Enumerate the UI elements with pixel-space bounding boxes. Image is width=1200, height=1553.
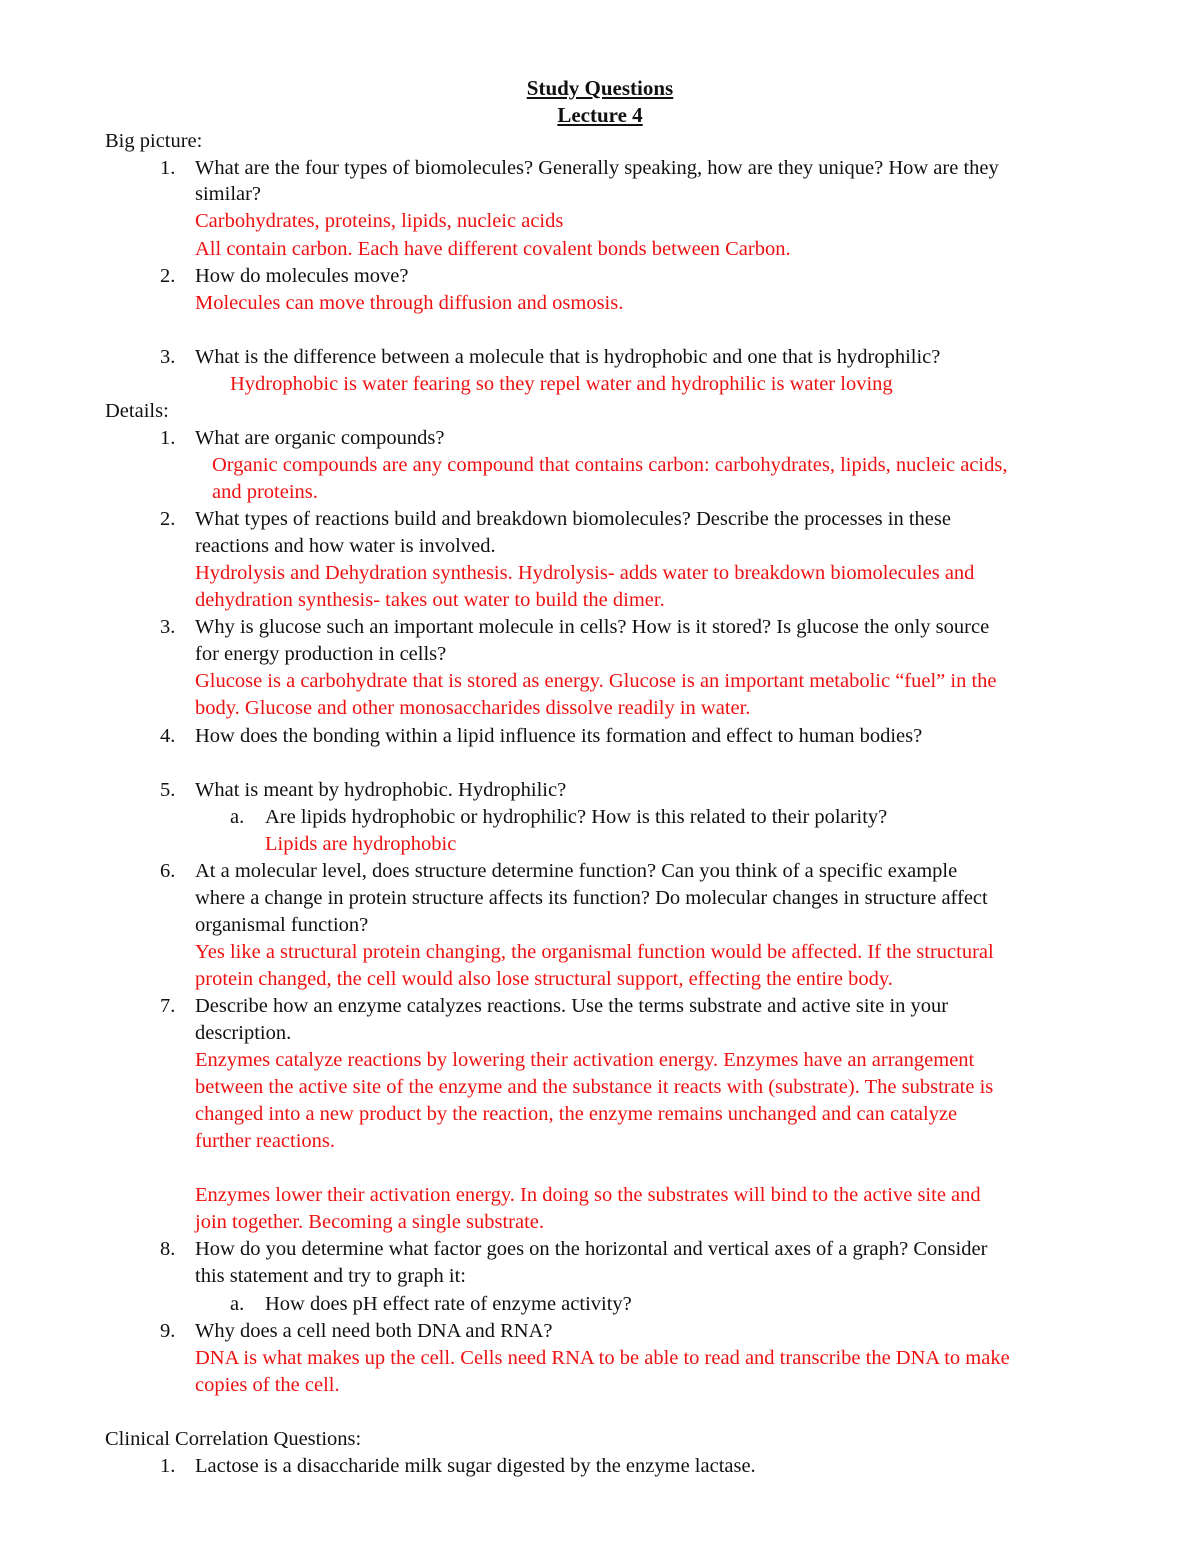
answer-text: All contain carbon. Each have different covalent bonds between Carbon. [195,238,791,260]
answer-text: Yes like a structural protein changing, the organismal function would be affected. If the structural [195,941,994,963]
section-heading-clinical: Clinical Correlation Questions: [105,1428,362,1450]
item-number: 2. [160,265,176,287]
item-number: 5. [160,779,176,801]
answer-text: further reactions. [195,1130,336,1152]
item-number: 9. [160,1320,176,1342]
answer-text: changed into a new product by the reaction, the enzyme remains unchanged and can catalyze [195,1103,958,1125]
answer-text: Glucose is a carbohydrate that is stored as energy. Glucose is an important metabolic “fuel” in the [195,670,997,692]
answer-text: Molecules can move through diffusion and osmosis. [195,292,624,314]
answer-text: protein changed, the cell would also lose structural support, effecting the entire body. [195,968,893,990]
item-number: 3. [160,346,176,368]
sub-question-text: Are lipids hydrophobic or hydrophilic? How is this related to their polarity? [265,806,888,828]
answer-text: Hydrolysis and Dehydration synthesis. Hydrolysis- adds water to breakdown biomolecules and [195,562,975,584]
section-heading-big-picture: Big picture: [105,130,203,152]
question-text: What are the four types of biomolecules? Generally speaking, how are they unique? How are they [195,157,999,179]
page-subtitle: Lecture 4 [557,103,643,127]
answer-text: Carbohydrates, proteins, lipids, nucleic acids [195,210,564,232]
answer-text: Lipids are hydrophobic [265,833,457,855]
answer-text: Enzymes lower their activation energy. In doing so the substrates will bind to the active site and [195,1184,981,1206]
answer-text: copies of the cell. [195,1374,340,1396]
answer-text: DNA is what makes up the cell. Cells need RNA to be able to read and transcribe the DNA to make [195,1347,1010,1369]
answer-text: between the active site of the enzyme and the substance it reacts with (substrate). The substrate is [195,1076,994,1098]
item-number: 4. [160,725,176,747]
question-text: Lactose is a disaccharide milk sugar digested by the enzyme lactase. [195,1455,756,1477]
question-text: organismal function? [195,914,369,936]
item-number: 3. [160,616,176,638]
answer-text: Organic compounds are any compound that contains carbon: carbohydrates, lipids, nucleic acids, [212,454,1008,476]
question-text: for energy production in cells? [195,643,447,665]
answer-text: dehydration synthesis- takes out water to build the dimer. [195,589,665,611]
question-text: What types of reactions build and breakdown biomolecules? Describe the processes in these [195,508,951,530]
question-text: At a molecular level, does structure determine function? Can you think of a specific example [195,860,958,882]
item-number: 1. [160,157,176,179]
question-text: reactions and how water is involved. [195,535,496,557]
question-text: where a change in protein structure affects its function? Do molecular changes in structure affect [195,887,988,909]
item-number: 7. [160,995,176,1017]
section-heading-details: Details: [105,400,169,422]
question-text: Why is glucose such an important molecule in cells? How is it stored? Is glucose the only source [195,616,990,638]
page-title: Study Questions [526,76,674,100]
question-text: Why does a cell need both DNA and RNA? [195,1320,553,1342]
item-number: 1. [160,1455,176,1477]
question-text: How do molecules move? [195,265,409,287]
answer-text: join together. Becoming a single substrate. [195,1211,545,1233]
question-text: What is the difference between a molecule that is hydrophobic and one that is hydrophilic? [195,346,941,368]
answer-text: and proteins. [212,481,318,503]
item-number: 2. [160,508,176,530]
answer-text: Hydrophobic is water fearing so they repel water and hydrophilic is water loving [230,373,893,395]
question-text: How do you determine what factor goes on the horizontal and vertical axes of a graph? Consider [195,1238,988,1260]
sub-item-letter: a. [230,1293,245,1315]
question-text: What are organic compounds? [195,427,445,449]
question-text: similar? [195,183,262,205]
question-text: Describe how an enzyme catalyzes reactions. Use the terms substrate and active site in your [195,995,949,1017]
question-text: this statement and try to graph it: [195,1265,467,1287]
question-text: How does the bonding within a lipid influence its formation and effect to human bodies? [195,725,923,747]
question-text: What is meant by hydrophobic. Hydrophilic? [195,779,567,801]
sub-item-letter: a. [230,806,245,828]
answer-text: body. Glucose and other monosaccharides dissolve readily in water. [195,697,751,719]
question-text: description. [195,1022,292,1044]
sub-question-text: How does pH effect rate of enzyme activity? [265,1293,632,1315]
answer-text: Enzymes catalyze reactions by lowering their activation energy. Enzymes have an arrangement [195,1049,975,1071]
item-number: 8. [160,1238,176,1260]
item-number: 1. [160,427,176,449]
item-number: 6. [160,860,176,882]
